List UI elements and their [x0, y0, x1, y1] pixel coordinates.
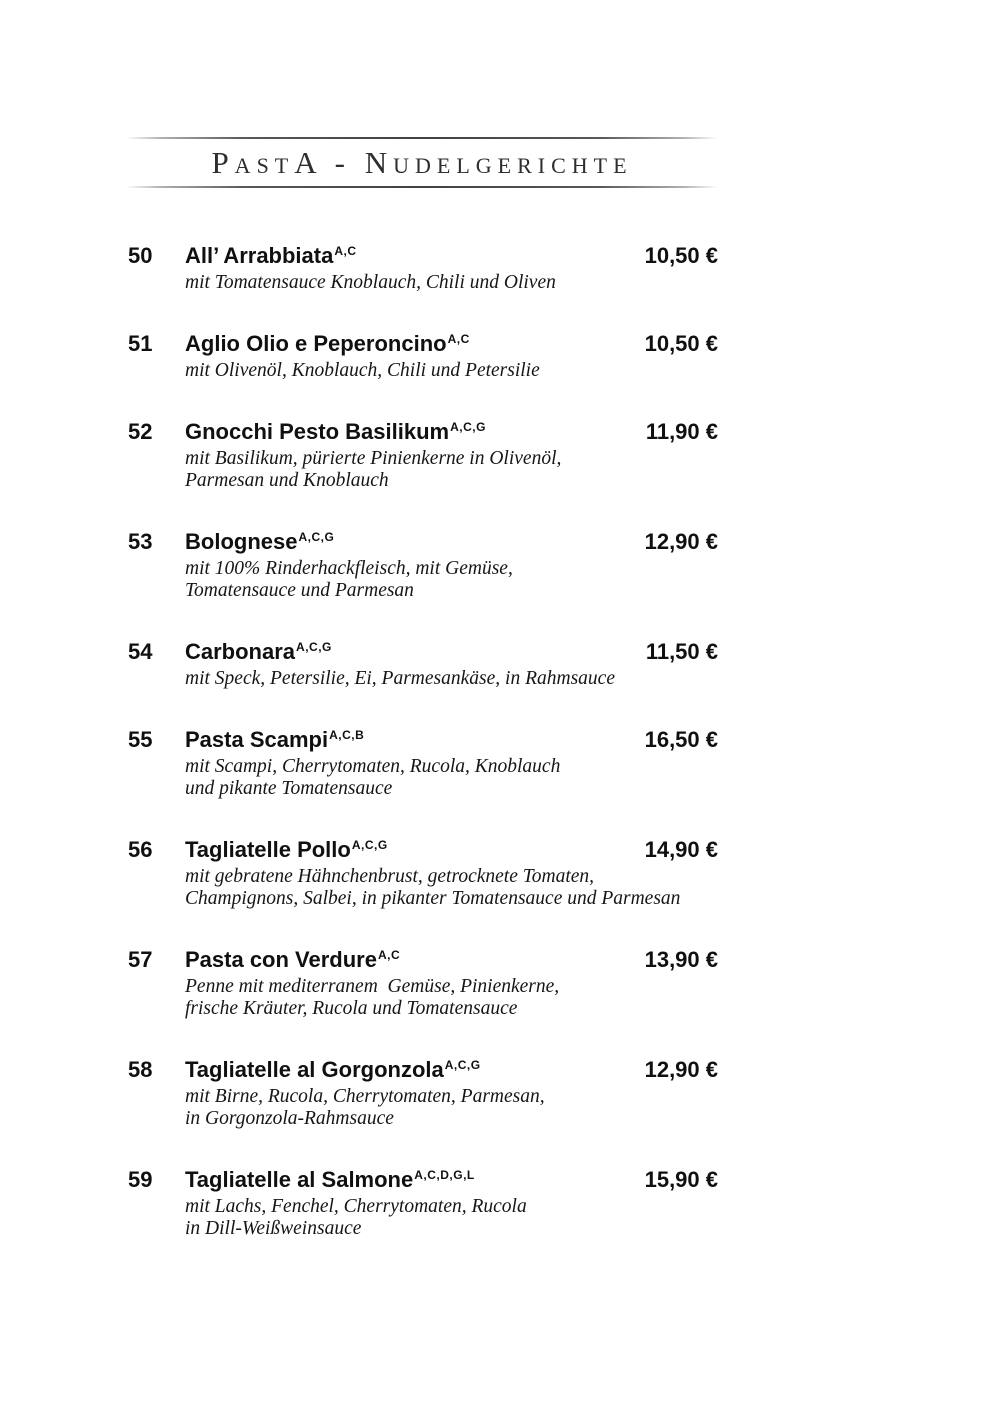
item-description-line: mit Birne, Rucola, Cherrytomaten, Parmesan, — [185, 1086, 545, 1107]
item-description — [185, 976, 718, 1020]
item-name — [185, 419, 486, 448]
item-description-line: mit Scampi, Cherrytomaten, Rucola, Knoblauch — [185, 756, 561, 777]
item-description-line: Tomatensauce und Parmesan — [185, 580, 414, 601]
item-description — [185, 360, 718, 382]
item-description — [185, 448, 718, 492]
item-name-text: Bolognese — [185, 529, 298, 554]
menu-item-row — [128, 639, 718, 668]
item-price: 15,90 € — [644, 1167, 718, 1192]
item-number: 54 — [128, 639, 153, 664]
item-name-text: Aglio Olio e Peperoncino — [185, 331, 447, 356]
item-description — [185, 668, 718, 690]
item-description-line: Penne mit mediterranem Gemüse, Pinienkerne, — [185, 976, 560, 997]
item-description-line: mit Olivenöl, Knoblauch, Chili und Petersilie — [185, 360, 540, 381]
menu-item — [128, 947, 718, 1020]
allergen-codes: A,C,D,G,L — [414, 1168, 475, 1182]
item-name-text: All’ Arrabbiata — [185, 243, 334, 268]
item-name — [185, 837, 388, 866]
menu-item — [128, 1167, 718, 1240]
item-price: 13,90 € — [644, 947, 718, 972]
item-name — [185, 947, 400, 976]
item-number: 55 — [128, 727, 153, 752]
item-number: 59 — [128, 1167, 153, 1192]
item-name — [185, 331, 470, 360]
menu-item — [128, 837, 718, 910]
menu-item-row — [128, 1057, 718, 1086]
item-description-line: mit Speck, Petersilie, Ei, Parmesankäse, in Rahmsauce — [185, 668, 615, 689]
item-name — [185, 727, 364, 756]
item-price: 11,50 € — [645, 639, 718, 664]
item-description-line: in Gorgonzola-Rahmsauce — [185, 1108, 394, 1129]
menu-list — [128, 243, 718, 1277]
item-price: 14,90 € — [644, 837, 718, 862]
menu-header — [126, 137, 718, 188]
item-description — [185, 1086, 718, 1130]
item-name-text: Tagliatelle Pollo — [185, 837, 351, 862]
allergen-codes: A,C,B — [329, 728, 365, 742]
item-name-text: Tagliatelle al Salmone — [185, 1167, 414, 1192]
item-description-line: frische Kräuter, Rucola und Tomatensauce — [185, 998, 518, 1019]
item-price: 12,90 € — [644, 529, 718, 554]
item-description-line: mit Tomatensauce Knoblauch, Chili und Oliven — [185, 272, 556, 293]
item-name — [185, 1057, 481, 1086]
menu-item — [128, 1057, 718, 1130]
item-number: 53 — [128, 529, 153, 554]
item-description — [185, 272, 718, 294]
item-description-line: in Dill-Weißweinsauce — [185, 1218, 362, 1239]
item-name-text: Pasta Scampi — [185, 727, 329, 752]
menu-item — [128, 419, 718, 492]
item-description-line: mit Lachs, Fenchel, Cherrytomaten, Rucola — [185, 1196, 527, 1217]
item-number: 51 — [128, 331, 153, 356]
item-name-text: Carbonara — [185, 639, 296, 664]
menu-item — [128, 243, 718, 294]
item-description-line: Parmesan und Knoblauch — [185, 470, 389, 491]
item-price: 10,50 € — [644, 331, 718, 356]
menu-item — [128, 529, 718, 602]
item-description — [185, 866, 718, 910]
header-rule-bottom — [126, 186, 718, 188]
item-description-line: Champignons, Salbei, in pikanter Tomatensauce und Parmesan — [185, 888, 681, 909]
item-number: 56 — [128, 837, 153, 862]
item-description — [185, 1196, 718, 1240]
item-name — [185, 1167, 475, 1196]
allergen-codes: A,C,G — [296, 640, 332, 654]
allergen-codes: A,C — [447, 332, 470, 346]
menu-item-row — [128, 947, 718, 976]
item-name — [185, 243, 357, 272]
allergen-codes: A,C,G — [298, 530, 335, 544]
item-price: 10,50 € — [644, 243, 718, 268]
menu-item-row — [128, 529, 718, 558]
menu-item-row — [128, 837, 718, 866]
allergen-codes: A,C — [377, 948, 401, 962]
item-description-line: und pikante Tomatensauce — [185, 778, 393, 799]
menu-item-row — [128, 243, 718, 272]
menu-item-row — [128, 331, 718, 360]
item-description-line: mit gebratene Hähnchenbrust, getrocknete Tomaten, — [185, 866, 595, 887]
item-number: 52 — [128, 419, 153, 444]
item-description — [185, 756, 718, 800]
page-title: PastA - Nudelgerichte — [211, 145, 633, 180]
item-name-text: Tagliatelle al Gorgonzola — [185, 1057, 444, 1082]
item-name-text: Pasta con Verdure — [185, 947, 377, 972]
item-name — [185, 529, 334, 558]
menu-item-row — [128, 727, 718, 756]
allergen-codes: A,C — [334, 244, 357, 258]
item-description-line: mit Basilikum, pürierte Pinienkerne in Olivenöl, — [185, 448, 562, 469]
menu-item — [128, 331, 718, 382]
item-price: 12,90 € — [644, 1057, 718, 1082]
item-name — [185, 639, 332, 668]
item-price: 16,50 € — [644, 727, 718, 752]
item-description-line: mit 100% Rinderhackfleisch, mit Gemüse, — [185, 558, 513, 579]
item-description — [185, 558, 718, 602]
menu-item-row — [128, 419, 718, 448]
menu-item — [128, 727, 718, 800]
item-number: 58 — [128, 1057, 153, 1082]
item-number: 57 — [128, 947, 153, 972]
allergen-codes: A,C,G — [444, 1058, 481, 1072]
item-price: 11,90 € — [645, 419, 718, 444]
allergen-codes: A,C,G — [351, 838, 388, 852]
menu-item-row — [128, 1167, 718, 1196]
allergen-codes: A,C,G — [450, 420, 486, 434]
menu-item — [128, 639, 718, 690]
item-number: 50 — [128, 243, 153, 268]
item-name-text: Gnocchi Pesto Basilikum — [185, 419, 450, 444]
